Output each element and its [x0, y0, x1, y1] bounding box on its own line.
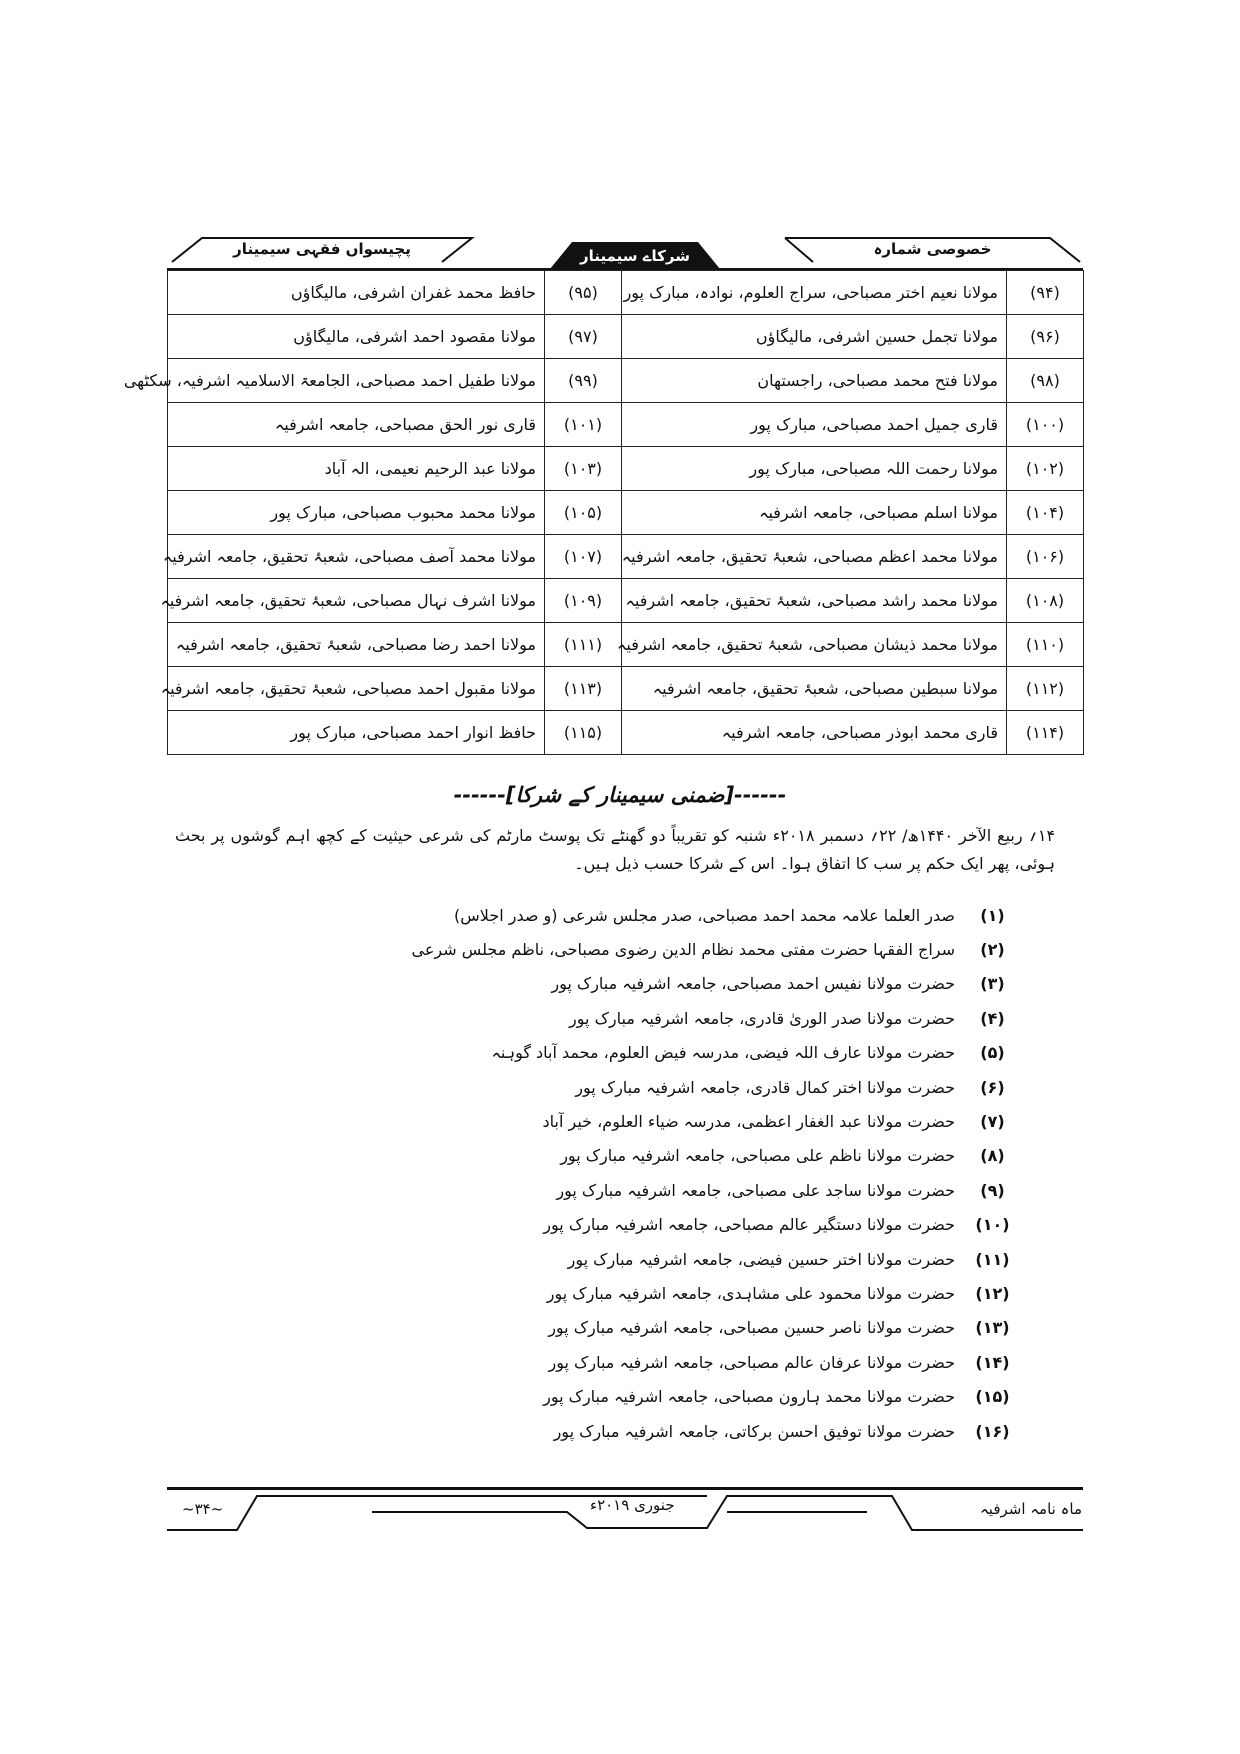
header-center-label: شرکاے سیمینار [580, 246, 690, 265]
participant-name: مولانا طفیل احمد مصباحی، الجامعۃ الاسلامیہ اشرفیہ، سکٹھی [168, 359, 545, 403]
participant-name: مولانا اشرف نہال مصباحی، شعبۂ تحقیق، جامعہ اشرفیہ [168, 579, 545, 623]
row-number: (۱۰۴) [1007, 491, 1084, 535]
participant-name: حافظ انوار احمد مصباحی، مبارک پور [168, 711, 545, 755]
header-right-label: خصوصی شمارہ [873, 240, 992, 258]
list-item-text: حضرت مولانا اختر کمال قادری، جامعہ اشرفیہ مبارک پور [575, 1077, 955, 1097]
list-item-number: (۱۶) [975, 1421, 1010, 1441]
list-item-number: (۵) [980, 1043, 1005, 1063]
row-number: (۱۰۰) [1007, 403, 1084, 447]
list-item [411, 1242, 1030, 1276]
participant-name: مولانا عبد الرحیم نعیمی، الہ آباد [168, 447, 545, 491]
participant-name: مولانا محمد محبوب مصباحی، مبارک پور [168, 491, 545, 535]
participant-name: مولانا نعیم اختر مصباحی، سراج العلوم، نوادہ، مبارک پور [622, 271, 1007, 315]
list-item-text: حضرت مولانا عبد الغفار اعظمی، مدرسہ ضیاء العلوم، خیر آباد [542, 1112, 955, 1132]
row-number: (۱۰۷) [545, 535, 622, 579]
list-item [411, 932, 1030, 966]
table-row [168, 711, 1084, 755]
row-number: (۹۹) [545, 359, 622, 403]
header-center-label-box [550, 242, 720, 269]
participant-name: قاری جمیل احمد مصباحی، مبارک پور [622, 403, 1007, 447]
section-paragraph: ۱۴؍ ربیع الآخر ۱۴۴۰ھ/ ۲۲؍ دسمبر ۲۰۱۸ء شنبہ کو تقریباً دو گھنٹے تک پوسٹ مارٹم کی شرعی حیثیت کے کچھ اہم گوشوں پر بحث ہوئی، پھر ایک حکم پر سب کا اتفاق ہوا۔ اس کے شرکا حسب ذیل ہیں۔ [175, 826, 1056, 873]
list-item-number: (۶) [980, 1077, 1005, 1097]
list-item [411, 1345, 1030, 1379]
row-number: (۹۸) [1007, 359, 1084, 403]
list-item [411, 1379, 1030, 1413]
list-item-text: حضرت مولانا ساجد علی مصباحی، جامعہ اشرفیہ مبارک پور [556, 1180, 955, 1200]
list-item [411, 1414, 1030, 1448]
list-item [411, 1070, 1030, 1104]
list-item [411, 1139, 1030, 1173]
table-row [168, 271, 1084, 315]
participants-table [123, 270, 1084, 755]
table-row [168, 403, 1084, 447]
footer-magazine-name: ماہ نامہ اشرفیہ [980, 1500, 1082, 1518]
table-row [168, 623, 1084, 667]
row-number: (۹۷) [545, 315, 622, 359]
list-item-number: (۱۴) [975, 1352, 1010, 1372]
table-row [168, 535, 1084, 579]
list-item-number: (۴) [980, 1008, 1005, 1028]
footer-date: جنوری ۲۰۱۹ء [590, 1496, 675, 1514]
participant-name: مولانا محمد راشد مصباحی، شعبۂ تحقیق، جامعہ اشرفیہ [622, 579, 1007, 623]
table-row [168, 491, 1084, 535]
participant-name: مولانا محمد آصف مصباحی، شعبۂ تحقیق، جامعہ اشرفیہ [168, 535, 545, 579]
participant-name: مولانا اسلم مصباحی، جامعہ اشرفیہ [622, 491, 1007, 535]
list-item-text: حضرت مولانا عرفان عالم مصباحی، جامعہ اشرفیہ مبارک پور [548, 1352, 955, 1372]
list-item-text: حضرت مولانا عارف اللہ فیضی، مدرسہ فیض العلوم، محمد آباد گوہنہ [491, 1043, 955, 1063]
list-item [411, 1208, 1030, 1242]
list-item-text: حضرت مولانا ناظم علی مصباحی، جامعہ اشرفیہ مبارک پور [560, 1146, 955, 1166]
participant-name: مولانا احمد رضا مصباحی، شعبۂ تحقیق، جامعہ اشرفیہ [168, 623, 545, 667]
row-number: (۱۰۱) [545, 403, 622, 447]
list-item-text: حضرت مولانا ناصر حسین مصباحی، جامعہ اشرفیہ مبارک پور [548, 1318, 955, 1338]
header-right-label-box [785, 236, 1080, 262]
list-item [411, 967, 1030, 1001]
list-item-text: حضرت مولانا دستگیر عالم مصباحی، جامعہ اشرفیہ مبارک پور [543, 1215, 955, 1235]
list-item [411, 898, 1030, 932]
list-item-number: (۸) [980, 1146, 1005, 1166]
table-row [168, 315, 1084, 359]
row-number: (۱۱۴) [1007, 711, 1084, 755]
list-item-text: حضرت مولانا نفیس احمد مصباحی، جامعہ اشرفیہ مبارک پور [551, 974, 955, 994]
table-row [168, 359, 1084, 403]
list-item-number: (۱۵) [975, 1387, 1010, 1407]
list-item-number: (۱) [980, 905, 1005, 925]
footer-page-number: ~۳۴~ [182, 1500, 224, 1518]
table-row [168, 667, 1084, 711]
row-number: (۱۰۹) [545, 579, 622, 623]
list-item-number: (۱۱) [975, 1249, 1010, 1269]
list-item [411, 1036, 1030, 1070]
list-item-text: حضرت مولانا توفیق احسن برکاتی، جامعہ اشرفیہ مبارک پور [553, 1421, 955, 1441]
row-number: (۹۴) [1007, 271, 1084, 315]
row-number: (۱۰۲) [1007, 447, 1084, 491]
row-number: (۱۰۳) [545, 447, 622, 491]
row-number: (۱۱۱) [545, 623, 622, 667]
row-number: (۱۰۶) [1007, 535, 1084, 579]
participant-name: قاری نور الحق مصباحی، جامعہ اشرفیہ [168, 403, 545, 447]
list-item-text: صدر العلما علامہ محمد احمد مصباحی، صدر مجلس شرعی (و صدر اجلاس) [454, 905, 955, 925]
participant-name: مولانا رحمت اللہ مصباحی، مبارک پور [622, 447, 1007, 491]
list-item-text: حضرت مولانا محمد ہارون مصباحی، جامعہ اشرفیہ مبارک پور [543, 1387, 955, 1407]
sub-seminar-participants-list [411, 898, 1030, 1448]
row-number: (۱۱۰) [1007, 623, 1084, 667]
list-item [411, 1276, 1030, 1310]
participant-name: مولانا سبطین مصباحی، شعبۂ تحقیق، جامعہ اشرفیہ [622, 667, 1007, 711]
list-item-text: حضرت مولانا اختر حسین فیضی، جامعہ اشرفیہ مبارک پور [567, 1249, 955, 1269]
list-item-number: (۱۳) [975, 1318, 1010, 1338]
participant-name: قاری محمد ابوذر مصباحی، جامعہ اشرفیہ [622, 711, 1007, 755]
participant-name: مولانا محمد اعظم مصباحی، شعبۂ تحقیق، جامعہ اشرفیہ [622, 535, 1007, 579]
participant-name: مولانا فتح محمد مصباحی، راجستھان [622, 359, 1007, 403]
list-item [411, 1311, 1030, 1345]
row-number: (۱۱۲) [1007, 667, 1084, 711]
list-item-number: (۱۲) [975, 1283, 1010, 1303]
list-item-text: حضرت مولانا محمود علی مشاہدی، جامعہ اشرفیہ مبارک پور [546, 1283, 955, 1303]
list-item-text: سراج الفقہا حضرت مفتی محمد نظام الدین رضوی مصباحی، ناظم مجلس شرعی [411, 940, 955, 960]
row-number: (۹۶) [1007, 315, 1084, 359]
table-row [168, 447, 1084, 491]
list-item-number: (۲) [980, 940, 1005, 960]
list-item-number: (۱۰) [975, 1215, 1010, 1235]
participant-name: مولانا محمد ذیشان مصباحی، شعبۂ تحقیق، جامعہ اشرفیہ [622, 623, 1007, 667]
row-number: (۱۰۸) [1007, 579, 1084, 623]
list-item-number: (۹) [980, 1180, 1005, 1200]
list-item [411, 1104, 1030, 1138]
participant-name: حافظ محمد غفران اشرفی، مالیگاؤں [168, 271, 545, 315]
section-heading: ------[ضمنی سیمینار کے شرکا]------ [453, 783, 787, 807]
table-row [168, 579, 1084, 623]
row-number: (۱۱۳) [545, 667, 622, 711]
header-left-label-box [172, 236, 472, 262]
list-item-number: (۷) [980, 1112, 1005, 1132]
row-number: (۱۰۵) [545, 491, 622, 535]
footer-rule [167, 1487, 1083, 1490]
participant-name: مولانا تجمل حسین اشرفی، مالیگاؤں [622, 315, 1007, 359]
row-number: (۹۵) [545, 271, 622, 315]
list-item-number: (۳) [980, 974, 1005, 994]
list-item-text: حضرت مولانا صدر الوریٰ قادری، جامعہ اشرفیہ مبارک پور [569, 1008, 955, 1028]
list-item [411, 1001, 1030, 1035]
row-number: (۱۱۵) [545, 711, 622, 755]
participant-name: مولانا مقبول احمد مصباحی، شعبۂ تحقیق، جامعہ اشرفیہ [168, 667, 545, 711]
participant-name: مولانا مقصود احمد اشرفی، مالیگاؤں [168, 315, 545, 359]
list-item [411, 1173, 1030, 1207]
header-left-label: پچیسواں فقہی سیمینار [233, 240, 411, 258]
